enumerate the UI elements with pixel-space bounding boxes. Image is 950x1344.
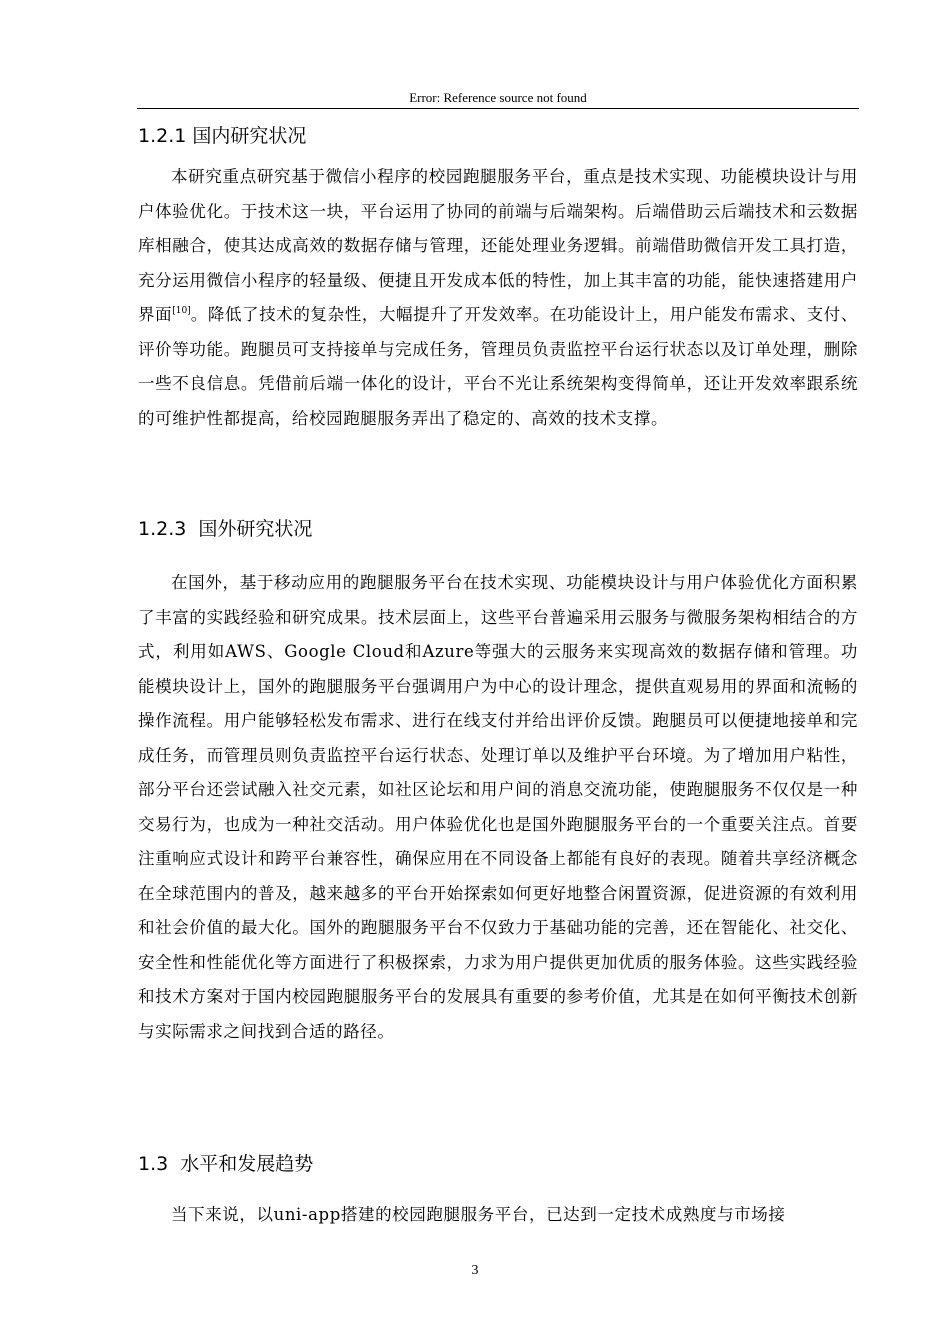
paragraph-text: 本研究重点研究基于微信小程序的校园跑腿服务平台，重点是技术实现、功能模块设计与用户体验优化。于技术这一块，平台运用了协同的前端与后端架构。后端借助云后端技术和云数据库相融合，使其达成高效的数据存储与管理，还能处理业务逻辑。前端借助微信开发工具打造，充分运用微信小程序的轻量级、便捷且开发成本低的特性，加上其丰富的功能，能快速搭建用户界面 [138, 167, 858, 324]
section-paragraph-trend: 当下来说，以uni-app搭建的校园跑腿服务平台，已达到一定技术成熟度与市场接 [171, 1205, 786, 1224]
citation-reference[interactable]: [10] [172, 306, 191, 316]
section-paragraph-domestic [138, 160, 858, 436]
running-header: Error: Reference source not found [409, 90, 587, 105]
section-heading-1-3: 1.3 水平和发展趋势 [138, 1153, 314, 1175]
header-rule [137, 108, 859, 109]
page-number: 3 [471, 1263, 479, 1278]
section-heading-1-2-1: 1.2.1 国内研究状况 [138, 125, 307, 147]
section-heading-1-2-3: 1.2.3 国外研究状况 [138, 518, 313, 540]
paragraph-text: 。降低了技术的复杂性，大幅提升了开发效率。在功能设计上，用户能发布需求、支付、评价等功能。跑腿员可支持接单与完成任务，管理员负责监控平台运行状态以及订单处理，删除一些不良信息。凭借前后端一体化的设计，平台不光让系统架构变得简单，还让开发效率跟系统的可维护性都提高，给校园跑腿服务弄出了稳定的、高效的技术支撑。 [138, 305, 859, 428]
section-paragraph-foreign: 在国外，基于移动应用的跑腿服务平台在技术实现、功能模块设计与用户体验优化方面积累了丰富的实践经验和研究成果。技术层面上，这些平台普遍采用云服务与微服务架构相结合的方式，利用如AWS、Google Cloud和Azure等强大的云服务来实现高效的数据存储和管理。功能模块设计上，国外的跑腿服务平台强调用户为中心的设计理念，提供直观易用的界面和流畅的操作流程。用户能够轻松发布需求、进行在线支付并给出评价反馈。跑腿员可以便捷地接单和完成任务，而管理员则负责监控平台运行状态、处理订单以及维护平台环境。为了增加用户粘性，部分平台还尝试融入社交元素，如社区论坛和用户间的消息交流功能，使跑腿服务不仅仅是一种交易行为，也成为一种社交活动。用户体验优化也是国外跑腿服务平台的一个重要关注点。首要注重响应式设计和跨平台兼容性，确保应用在不同设备上都能有良好的表现。随着共享经济概念在全球范围内的普及，越来越多的平台开始探索如何更好地整合闲置资源，促进资源的有效利用和社会价值的最大化。国外的跑腿服务平台不仅致力于基础功能的完善，还在智能化、社交化、安全性和性能优化等方面进行了积极探索，力求为用户提供更加优质的服务体验。这些实践经验和技术方案对于国内校园跑腿服务平台的发展具有重要的参考价值，尤其是在如何平衡技术创新与实际需求之间找到合适的路径。 [138, 573, 858, 1041]
